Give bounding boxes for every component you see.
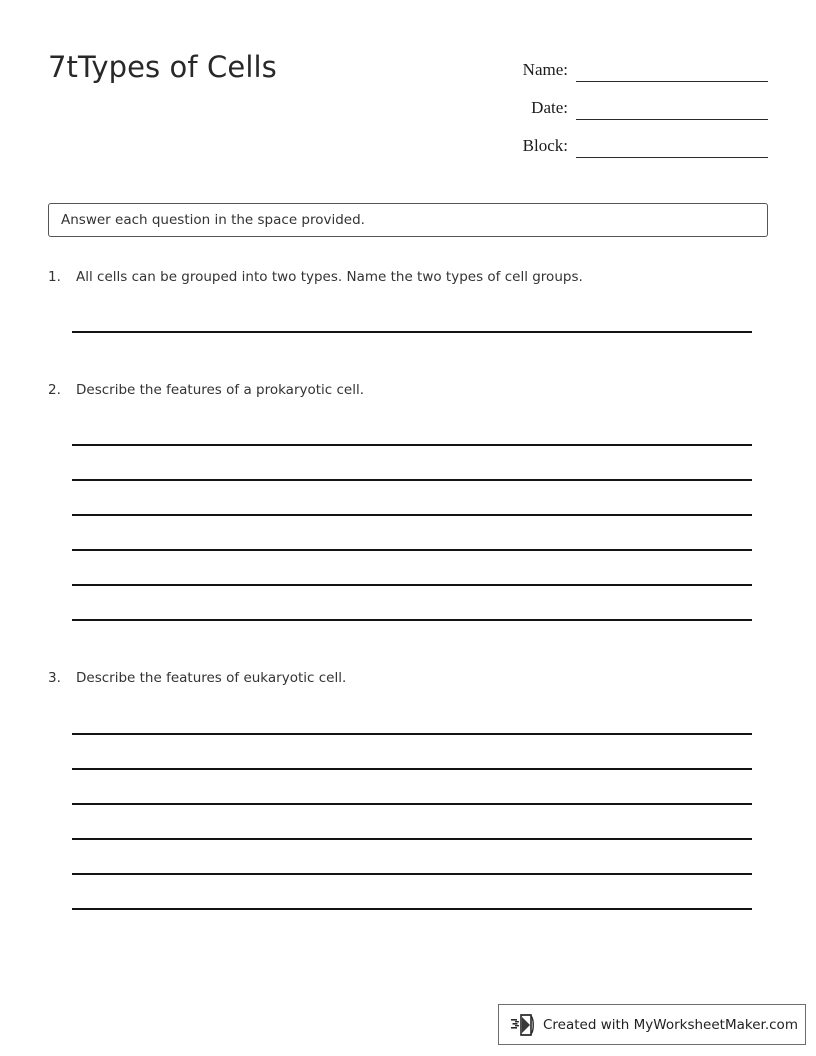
question-number: 3. (48, 670, 61, 687)
block-label: Block: (522, 136, 568, 155)
answer-line[interactable] (72, 411, 752, 446)
footer-badge[interactable] (498, 1004, 806, 1045)
answer-line[interactable] (72, 446, 752, 481)
question-item (48, 669, 768, 909)
answer-line[interactable] (72, 805, 752, 840)
question-text: Describe the features of a prokaryotic cell. (76, 382, 365, 399)
worksheet-header (48, 44, 768, 174)
meta-row-date (468, 82, 768, 120)
answer-line[interactable] (72, 700, 752, 735)
questions-container (48, 268, 768, 910)
answer-line[interactable] (72, 551, 752, 586)
question-item (48, 381, 768, 621)
page-title: 7tTypes of Cells (48, 50, 277, 84)
answer-line[interactable] (72, 840, 752, 875)
date-input-line[interactable] (576, 99, 768, 120)
name-label: Name: (522, 60, 568, 79)
question-number: 1. (48, 269, 61, 285)
answer-lines (72, 298, 752, 333)
date-label: Date: (531, 98, 568, 117)
answer-line[interactable] (72, 770, 752, 805)
instruction-box (48, 203, 768, 237)
answer-line[interactable] (72, 735, 752, 770)
footer-text: Created with MyWorksheetMaker.com (543, 1016, 798, 1033)
answer-line[interactable] (72, 586, 752, 621)
answer-line[interactable] (72, 481, 752, 516)
question-text: Describe the features of eukaryotic cell. (76, 670, 347, 687)
block-input-line[interactable] (576, 137, 768, 158)
meta-row-name (468, 44, 768, 82)
question-text: All cells can be grouped into two types. Name the two types of cell groups. (76, 269, 583, 285)
question-head (48, 381, 768, 399)
question-head (48, 268, 768, 286)
student-info-block (468, 44, 768, 158)
answer-lines (72, 700, 752, 910)
flying-page-icon (511, 1014, 537, 1036)
meta-row-block (468, 120, 768, 158)
question-number: 2. (48, 382, 61, 399)
question-item (48, 268, 768, 333)
answer-line[interactable] (72, 516, 752, 551)
instruction-text: Answer each question in the space provided. (61, 212, 365, 228)
answer-lines (72, 411, 752, 621)
answer-line[interactable] (72, 298, 752, 333)
name-input-line[interactable] (576, 61, 768, 82)
question-head (48, 669, 768, 687)
answer-line[interactable] (72, 875, 752, 910)
